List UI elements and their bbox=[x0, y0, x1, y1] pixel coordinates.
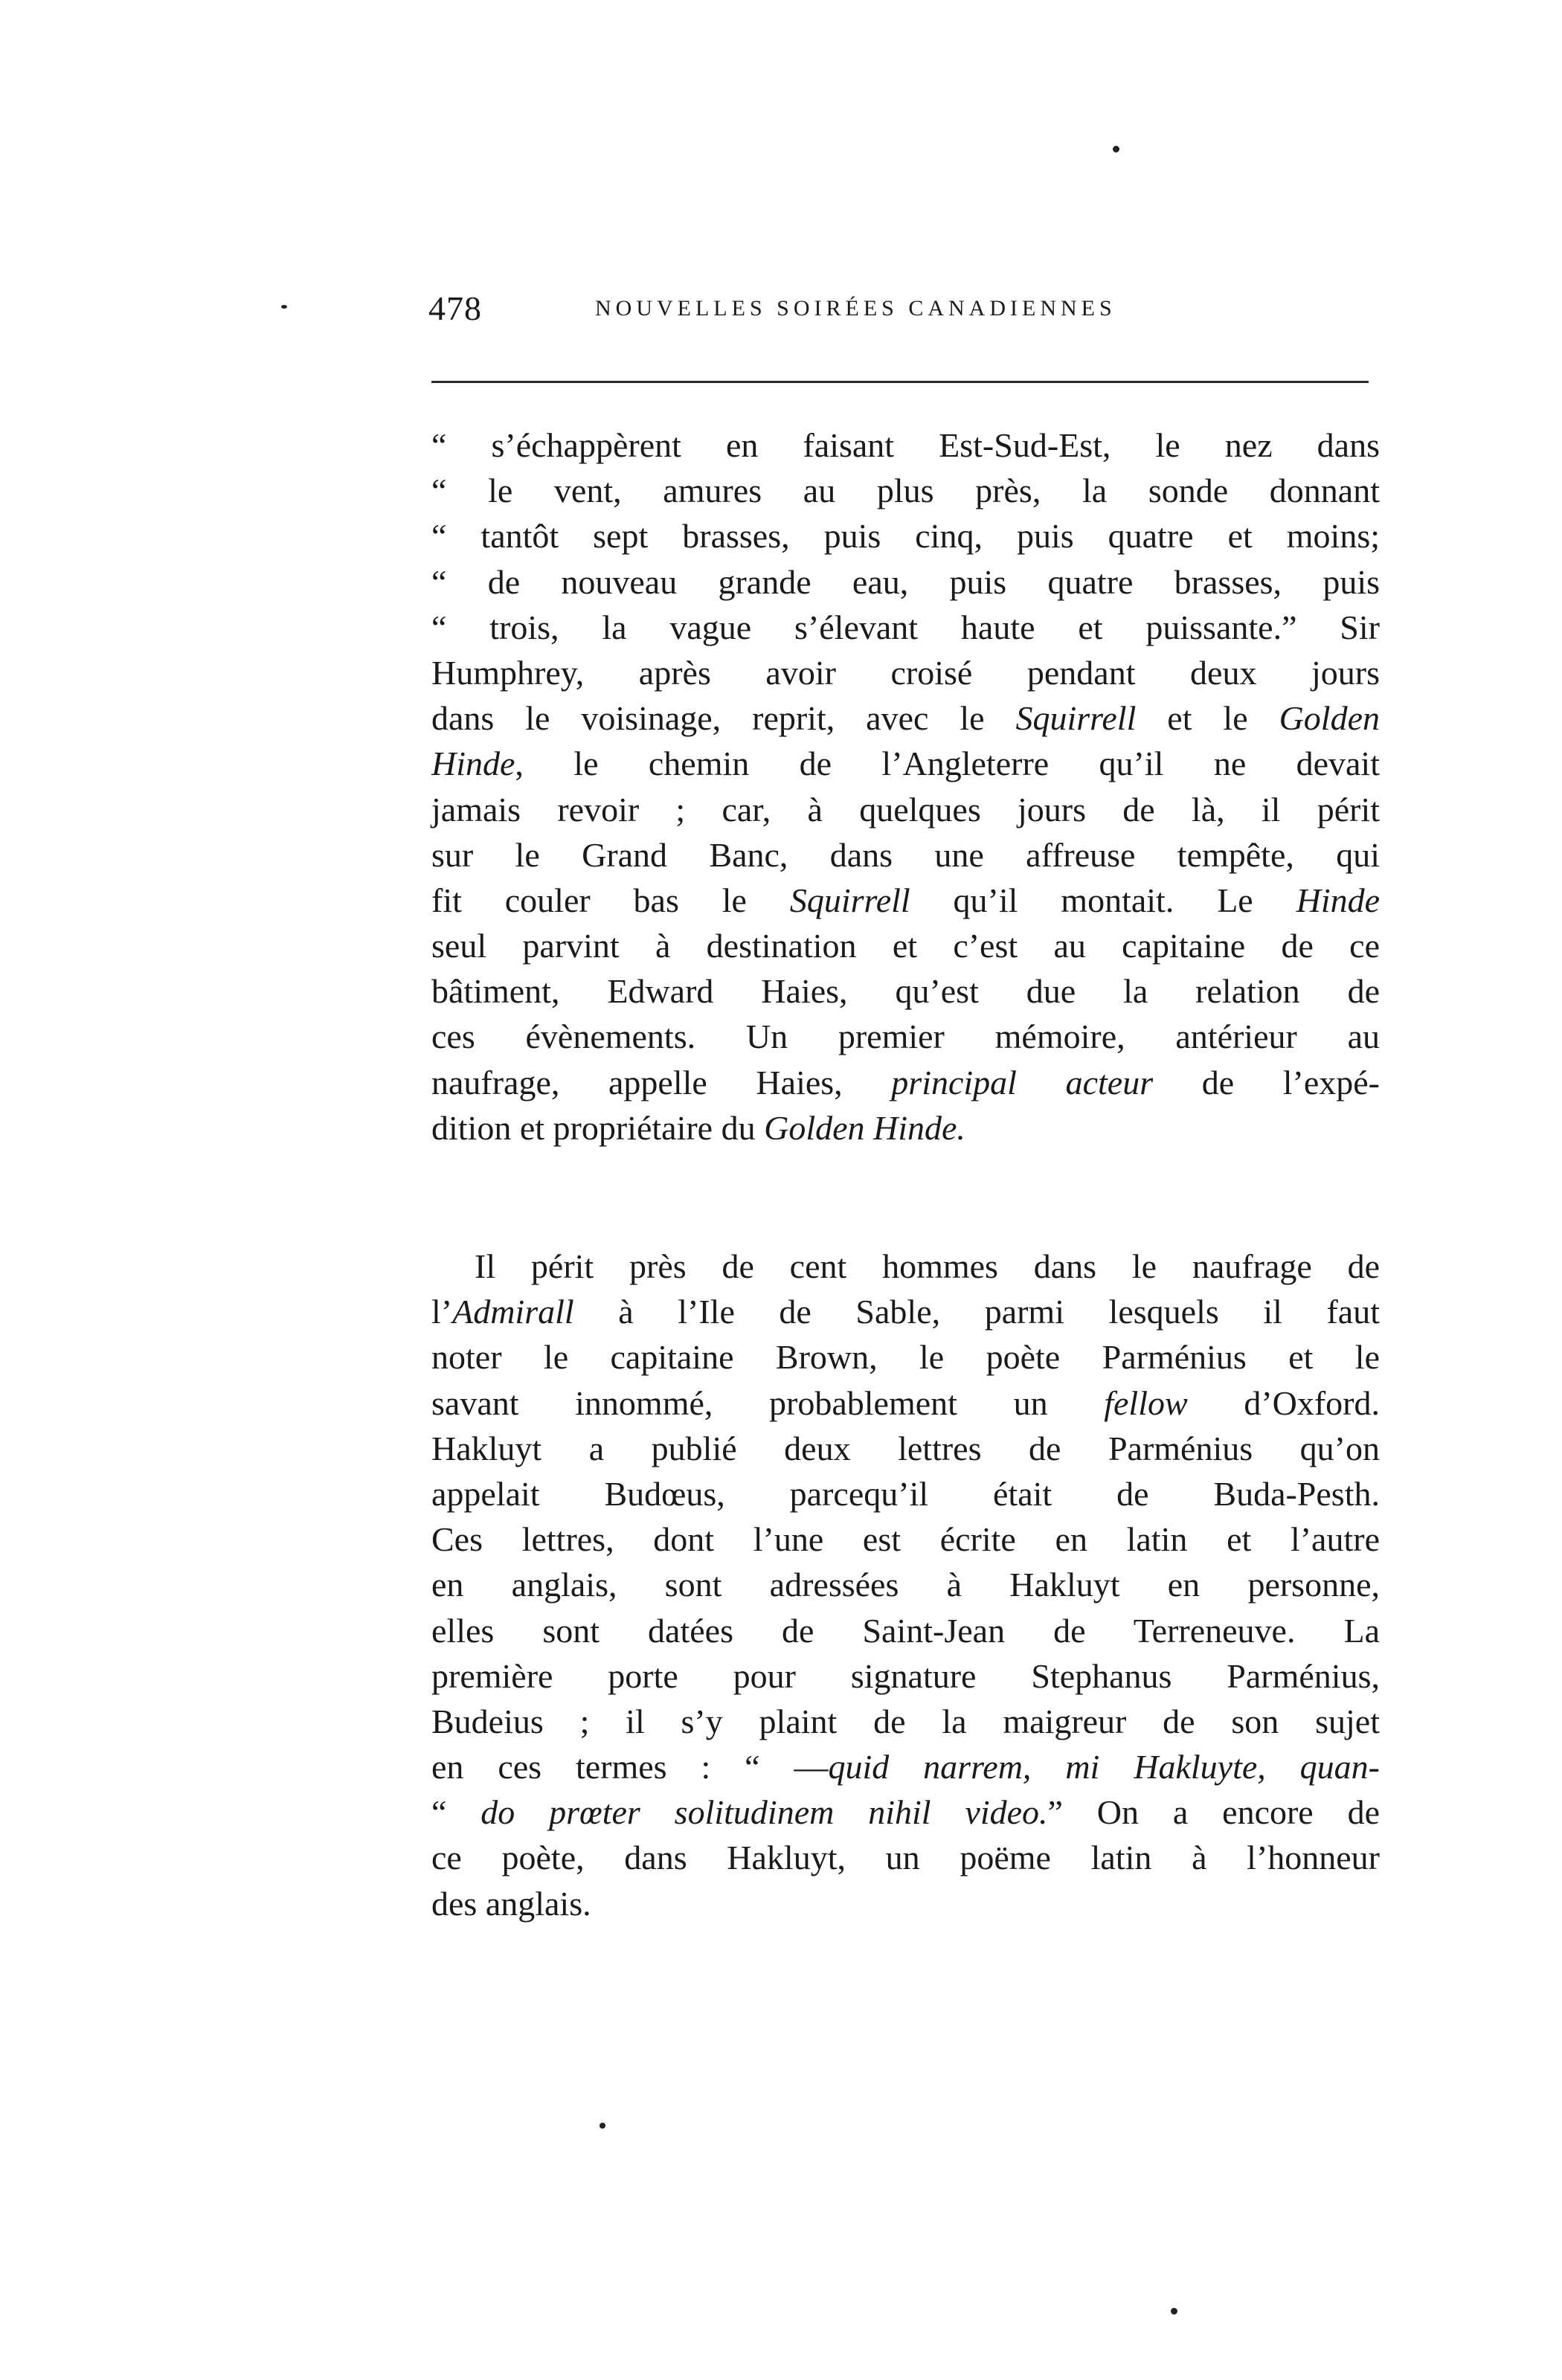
italic-text: do prœter solitudinem nihil video. bbox=[481, 1793, 1048, 1832]
text-segment: Hakluyt a publié deux lettres de Parménius qu’on bbox=[431, 1429, 1380, 1467]
text-line bbox=[431, 1881, 1380, 1926]
text-line bbox=[431, 1608, 1380, 1653]
text-line bbox=[431, 1334, 1380, 1380]
text-segment: dition et propriétaire du bbox=[431, 1108, 765, 1147]
text-segment: qu’il montait. Le bbox=[910, 881, 1296, 919]
text-segment: en anglais, sont adressées à Hakluyt en personne, bbox=[431, 1566, 1380, 1604]
text-line bbox=[431, 1471, 1380, 1517]
text-line bbox=[431, 513, 1380, 559]
text-segment: ces évènements. Un premier mémoire, antérieur au bbox=[431, 1017, 1380, 1056]
text-line bbox=[431, 650, 1380, 695]
paragraph-1 bbox=[431, 422, 1380, 1151]
page-header bbox=[424, 283, 1376, 335]
text-line bbox=[431, 832, 1380, 878]
text-segment: “ trois, la vague s’élevant haute et puissante.” Sir bbox=[431, 608, 1380, 646]
text-segment: jamais revoir ; car, à quelques jours de là, il périt bbox=[431, 790, 1380, 829]
text-segment: Ces lettres, dont l’une est écrite en latin et l’autre bbox=[431, 1520, 1380, 1559]
text-segment: savant innommé, probablement un bbox=[431, 1383, 1105, 1422]
text-segment: “ bbox=[431, 1793, 481, 1832]
text-segment: “ le vent, amures au plus près, la sonde donnant bbox=[431, 472, 1380, 510]
text-line bbox=[431, 468, 1380, 513]
text-segment: ” On a encore de bbox=[1047, 1793, 1380, 1832]
text-line bbox=[431, 1380, 1380, 1426]
page-number: 478 bbox=[428, 289, 482, 327]
text-line bbox=[431, 1014, 1380, 1059]
text-line bbox=[431, 422, 1380, 468]
text-segment: première porte pour signature Stephanus Parménius, bbox=[431, 1656, 1380, 1695]
text-segment: appelait Budœus, parcequ’il était de Buda-Pesth. bbox=[431, 1474, 1380, 1513]
text-segment: seul parvint à destination et c’est au capitaine de ce bbox=[431, 927, 1380, 965]
text-segment: bâtiment, Edward Haies, qu’est due la relation de bbox=[431, 972, 1380, 1011]
text-segment: en ces termes : “ — bbox=[431, 1748, 829, 1786]
ink-speck bbox=[281, 305, 287, 309]
header-rule bbox=[431, 381, 1369, 383]
text-line bbox=[431, 1653, 1380, 1699]
italic-text: Squirrell bbox=[1015, 699, 1137, 738]
text-segment: , le chemin de l’Angleterre qu’il ne devait bbox=[515, 744, 1380, 783]
text-segment: fit couler bas le bbox=[431, 881, 790, 919]
italic-text: Golden bbox=[1279, 699, 1380, 738]
italic-text: Admirall bbox=[452, 1293, 574, 1331]
text-line bbox=[431, 1835, 1380, 1880]
text-segment: à l’Ile de Sable, parmi lesquels il faut bbox=[573, 1293, 1380, 1331]
text-line bbox=[431, 878, 1380, 923]
text-line bbox=[431, 1744, 1380, 1789]
italic-text: Hinde bbox=[431, 744, 515, 783]
text-line bbox=[431, 923, 1380, 968]
text-segment: dans le voisinage, reprit, avec le bbox=[431, 699, 1016, 738]
text-segment: l’ bbox=[431, 1293, 453, 1331]
text-segment: naufrage, appelle Haies, bbox=[431, 1063, 892, 1101]
text-segment: Humphrey, après avoir croisé pendant deux jours bbox=[431, 653, 1380, 692]
text-line bbox=[431, 1789, 1380, 1835]
text-line bbox=[431, 559, 1380, 605]
ink-speck bbox=[600, 2123, 605, 2129]
text-line bbox=[431, 1244, 1380, 1289]
italic-text: Squirrell bbox=[789, 881, 910, 919]
italic-text: Golden Hinde. bbox=[764, 1108, 965, 1147]
text-segment: elles sont datées de Saint-Jean de Terreneuve. La bbox=[431, 1611, 1380, 1650]
italic-text: Hinde bbox=[1296, 881, 1381, 919]
text-line bbox=[431, 741, 1380, 786]
text-line bbox=[431, 695, 1380, 741]
paragraph-2 bbox=[431, 1244, 1380, 1926]
text-line bbox=[431, 1105, 1380, 1151]
text-segment: “ s’échappèrent en faisant Est-Sud-Est, le nez dans bbox=[431, 426, 1380, 464]
text-segment: “ tantôt sept brasses, puis cinq, puis quatre et moins; bbox=[431, 517, 1380, 556]
text-segment: Il périt près de cent hommes dans le naufrage de bbox=[475, 1247, 1380, 1285]
text-line bbox=[431, 1562, 1380, 1607]
text-line bbox=[431, 787, 1380, 832]
text-line bbox=[431, 1060, 1380, 1105]
italic-text: fellow bbox=[1104, 1383, 1188, 1422]
text-segment: sur le Grand Banc, dans une affreuse tempête, qui bbox=[431, 835, 1380, 874]
italic-text: principal acteur bbox=[891, 1063, 1154, 1101]
text-line bbox=[431, 605, 1380, 650]
text-line bbox=[431, 1289, 1380, 1334]
text-segment: d’Oxford. bbox=[1187, 1383, 1380, 1422]
text-segment: des anglais. bbox=[431, 1884, 591, 1923]
ink-speck bbox=[1171, 2308, 1177, 2315]
running-title: NOUVELLES SOIRÉES CANADIENNES bbox=[595, 296, 1116, 321]
text-segment: de l’expé- bbox=[1153, 1063, 1380, 1101]
text-line bbox=[431, 1699, 1380, 1744]
text-segment: et le bbox=[1136, 699, 1279, 738]
text-segment: “ de nouveau grande eau, puis quatre brasses, puis bbox=[431, 562, 1380, 601]
text-segment: noter le capitaine Brown, le poète Parménius et le bbox=[431, 1338, 1380, 1377]
text-line bbox=[431, 968, 1380, 1014]
text-line bbox=[431, 1426, 1380, 1471]
italic-text: quid narrem, mi Hakluyte, quan- bbox=[828, 1748, 1380, 1786]
ink-speck bbox=[1113, 146, 1119, 152]
text-line bbox=[431, 1517, 1380, 1562]
text-segment: Budeius ; il s’y plaint de la maigreur de son sujet bbox=[431, 1702, 1380, 1740]
text-segment: ce poète, dans Hakluyt, un poëme latin à l’honneur bbox=[431, 1839, 1380, 1877]
